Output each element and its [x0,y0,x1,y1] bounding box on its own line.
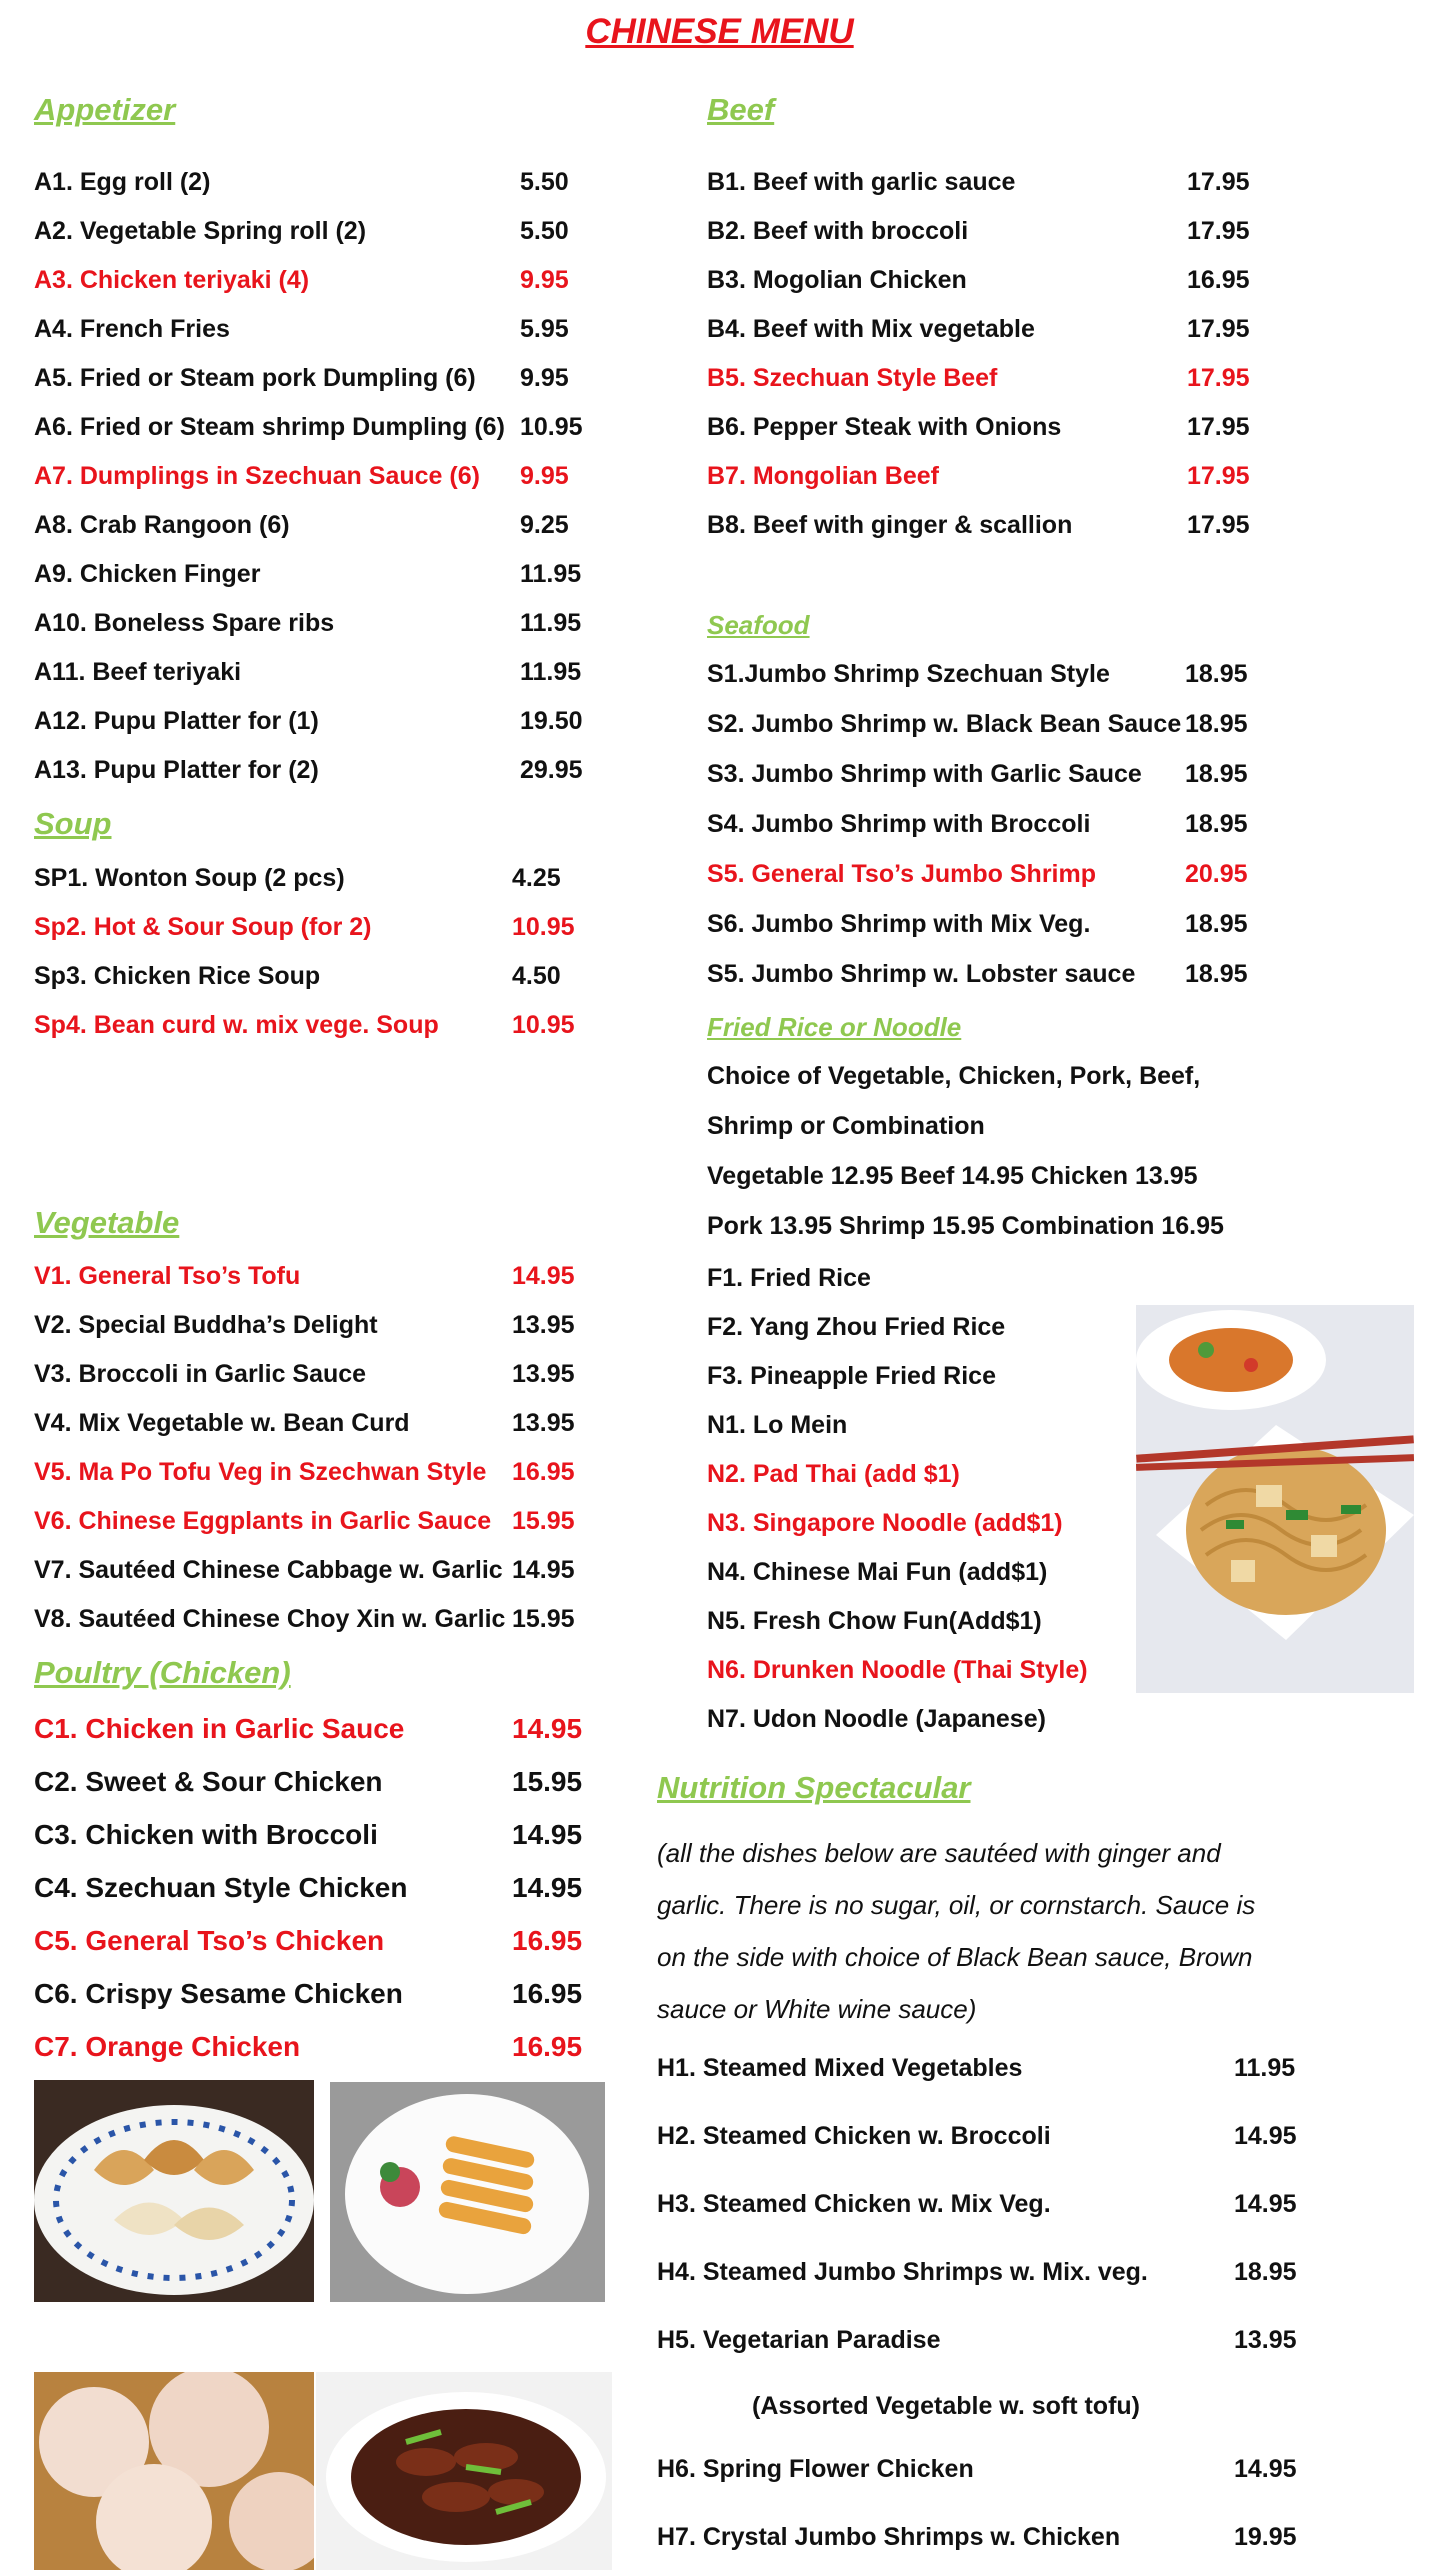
menu-item-name: A7. Dumplings in Szechuan Sauce (6) [34,462,480,490]
menu-item-name: B3. Mogolian Chicken [707,266,967,294]
menu-item-price: 16.95 [512,1458,575,1486]
text-line: (all the dishes below are sautéed with ginger and [657,1838,1221,1868]
menu-item-name: A4. French Fries [34,315,230,343]
menu-item-name: Sp2. Hot & Sour Soup (for 2) [34,913,372,941]
menu-item-name: A9. Chicken Finger [34,560,261,588]
menu-item-name: V1. General Tso’s Tofu [34,1262,301,1290]
menu-item-price: 17.95 [1187,364,1250,392]
menu-item-price: 18.95 [1185,910,1248,938]
menu-item-price: 9.95 [520,462,569,490]
menu-item-price: 15.95 [512,1605,575,1633]
menu-item-name: S3. Jumbo Shrimp with Garlic Sauce [707,760,1142,788]
text-line: F3. Pineapple Fried Rice [707,1362,996,1390]
menu-item-price: 11.95 [1234,2054,1296,2082]
menu-item-price: 9.25 [520,511,569,539]
menu-item-name: A6. Fried or Steam shrimp Dumpling (6) [34,413,505,441]
menu-item-price: 14.95 [1234,2455,1297,2483]
menu-item-name: V2. Special Buddha’s Delight [34,1311,378,1339]
menu-item-price: 18.95 [1185,660,1248,688]
menu-item-name: C5. General Tso’s Chicken [34,1925,385,1956]
menu-item-name: A5. Fried or Steam pork Dumpling (6) [34,364,476,392]
text-line: N4. Chinese Mai Fun (add$1) [707,1558,1048,1586]
menu-item-price: 17.95 [1187,217,1250,245]
text-line: Choice of Vegetable, Chicken, Pork, Beef, [707,1062,1201,1090]
menu-item-name: H6. Spring Flower Chicken [657,2455,974,2483]
section-rice-noodle: Fried Rice or Noodle [707,1012,962,1042]
spring-rolls-photo [330,2082,605,2302]
menu-item-name: B4. Beef with Mix vegetable [707,315,1035,343]
menu-item-price: 17.95 [1187,315,1250,343]
shrimp-dumplings-photo [34,2372,314,2570]
text-line: F1. Fried Rice [707,1264,871,1292]
menu-item-price: 13.95 [512,1311,575,1339]
menu-item-name: C6. Crispy Sesame Chicken [34,1978,403,2009]
text-line: N7. Udon Noodle (Japanese) [707,1705,1046,1733]
menu-item-name: V7. Sautéed Chinese Cabbage w. Garlic [34,1556,503,1584]
menu-item-price: 20.95 [1185,860,1248,888]
section-nutrition: Nutrition Spectacular [657,1770,971,1805]
menu-item-name: H3. Steamed Chicken w. Mix Veg. [657,2190,1051,2218]
menu-item-price: 14.95 [1234,2122,1297,2150]
menu-item-name: B6. Pepper Steak with Onions [707,413,1062,441]
menu-item-price: 19.95 [1234,2523,1297,2551]
menu-item-name: H4. Steamed Jumbo Shrimps w. Mix. veg. [657,2258,1148,2286]
menu-item-name: H2. Steamed Chicken w. Broccoli [657,2122,1051,2150]
menu-item-price: 13.95 [1234,2326,1297,2354]
text-line: N1. Lo Mein [707,1411,848,1439]
menu-item-name: S4. Jumbo Shrimp with Broccoli [707,810,1091,838]
dumplings-photo [34,2080,314,2302]
menu-item-name: V3. Broccoli in Garlic Sauce [34,1360,367,1388]
menu-item-price: 11.95 [520,658,582,686]
menu-item-price: 14.95 [512,1819,583,1850]
menu-item-name: B7. Mongolian Beef [707,462,939,490]
menu-item-name: S6. Jumbo Shrimp with Mix Veg. [707,910,1091,938]
menu-item-name: B1. Beef with garlic sauce [707,168,1016,196]
menu-item-price: 14.95 [512,1872,583,1903]
menu-item-name: S5. General Tso’s Jumbo Shrimp [707,860,1096,888]
text-line: Shrimp or Combination [707,1112,985,1140]
menu-item-name: V6. Chinese Eggplants in Garlic Sauce [34,1507,492,1535]
text-line: Pork 13.95 Shrimp 15.95 Combination 16.95 [707,1212,1224,1240]
text-line: N2. Pad Thai (add $1) [707,1460,960,1488]
menu-item-price: 10.95 [512,913,575,941]
section-soup: Soup [34,806,112,841]
section-vegetable: Vegetable [34,1205,180,1240]
menu-item-price: 17.95 [1187,511,1250,539]
menu-item-price: 14.95 [512,1713,583,1744]
menu-item-price: 4.25 [512,864,561,892]
menu-item-price: 16.95 [512,2031,583,2062]
menu-item-name: V4. Mix Vegetable w. Bean Curd [34,1409,410,1437]
menu-item-name: Sp3. Chicken Rice Soup [34,962,321,990]
menu-item-name: V5. Ma Po Tofu Veg in Szechwan Style [34,1458,487,1486]
menu-item-name: C2. Sweet & Sour Chicken [34,1766,383,1797]
menu-item-name: A10. Boneless Spare ribs [34,609,335,637]
menu-item-name: A8. Crab Rangoon (6) [34,511,290,539]
menu-item-price: 18.95 [1185,960,1248,988]
menu-item-price: 15.95 [512,1507,575,1535]
section-seafood: Seafood [707,610,810,640]
menu-title: CHINESE MENU [585,12,854,51]
menu-item-price: 9.95 [520,266,569,294]
menu-item-price: 19.50 [520,707,583,735]
menu-item-price: 5.50 [520,168,569,196]
menu-item-price: 16.95 [512,1925,583,1956]
text-line: sauce or White wine sauce) [657,1994,977,2024]
menu-item-price: 18.95 [1234,2258,1297,2286]
menu-item-name: H5. Vegetarian Paradise [657,2326,941,2354]
menu-item-name: C1. Chicken in Garlic Sauce [34,1713,405,1744]
menu-item-price: 4.50 [512,962,561,990]
menu-item-price: 9.95 [520,364,569,392]
menu-item-price: 14.95 [1234,2190,1297,2218]
menu-item-name: Sp4. Bean curd w. mix vege. Soup [34,1011,439,1039]
noodle-photo [1136,1305,1414,1693]
menu-item-price: 15.95 [512,1766,583,1797]
menu-item-price: 13.95 [512,1360,575,1388]
section-appetizer: Appetizer [34,92,176,127]
text-line: N6. Drunken Noodle (Thai Style) [707,1656,1088,1684]
beef-dish-photo [316,2372,612,2570]
menu-item-price: 13.95 [512,1409,575,1437]
menu-item-name: B5. Szechuan Style Beef [707,364,998,392]
menu-item-price: 18.95 [1185,760,1248,788]
menu-item-name: A11. Beef teriyaki [34,658,242,686]
menu-item-price: 18.95 [1185,810,1248,838]
menu-item-name: S1.Jumbo Shrimp Szechuan Style [707,660,1110,688]
menu-item-price: 11.95 [520,560,582,588]
menu-item-name: C3. Chicken with Broccoli [34,1819,378,1850]
menu-item-price: 11.95 [520,609,582,637]
menu-item-price: 29.95 [520,756,583,784]
menu-item-price: 17.95 [1187,168,1250,196]
menu-item-name: A3. Chicken teriyaki (4) [34,266,310,294]
menu-item-price: 14.95 [512,1262,575,1290]
menu-item-name: H1. Steamed Mixed Vegetables [657,2054,1023,2082]
menu-item-price: 16.95 [512,1978,583,2009]
menu-item-name: A1. Egg roll (2) [34,168,211,196]
text-line: Vegetable 12.95 Beef 14.95 Chicken 13.95 [707,1162,1198,1190]
menu-item-name: SP1. Wonton Soup (2 pcs) [34,864,345,892]
text-line: N5. Fresh Chow Fun(Add$1) [707,1607,1042,1635]
menu-item-name: A13. Pupu Platter for (2) [34,756,319,784]
menu-item-price: 5.50 [520,217,569,245]
menu-item-price: 16.95 [1187,266,1250,294]
section-beef: Beef [707,92,775,127]
menu-item-price: 5.95 [520,315,569,343]
h5-note: (Assorted Vegetable w. soft tofu) [752,2392,1141,2420]
menu-item-name: B8. Beef with ginger & scallion [707,511,1073,539]
menu-item-name: C7. Orange Chicken [34,2031,301,2062]
text-line: N3. Singapore Noodle (add$1) [707,1509,1063,1537]
menu-item-name: V8. Sautéed Chinese Choy Xin w. Garlic [34,1605,506,1633]
menu-item-price: 10.95 [520,413,583,441]
text-line: F2. Yang Zhou Fried Rice [707,1313,1006,1341]
menu-item-name: H7. Crystal Jumbo Shrimps w. Chicken [657,2523,1121,2551]
menu-item-price: 17.95 [1187,413,1250,441]
section-poultry: Poultry (Chicken) [34,1655,291,1690]
menu-item-price: 14.95 [512,1556,575,1584]
menu-item-name: B2. Beef with broccoli [707,217,969,245]
menu-item-name: S2. Jumbo Shrimp w. Black Bean Sauce [707,710,1182,738]
menu-item-price: 17.95 [1187,462,1250,490]
menu-item-price: 10.95 [512,1011,575,1039]
text-line: on the side with choice of Black Bean sauce, Brown [657,1942,1253,1972]
menu-item-name: S5. Jumbo Shrimp w. Lobster sauce [707,960,1136,988]
menu-item-name: A2. Vegetable Spring roll (2) [34,217,367,245]
menu-item-name: A12. Pupu Platter for (1) [34,707,319,735]
menu-item-price: 18.95 [1185,710,1248,738]
text-line: garlic. There is no sugar, oil, or cornstarch. Sauce is [657,1890,1256,1920]
menu-item-name: C4. Szechuan Style Chicken [34,1872,408,1903]
